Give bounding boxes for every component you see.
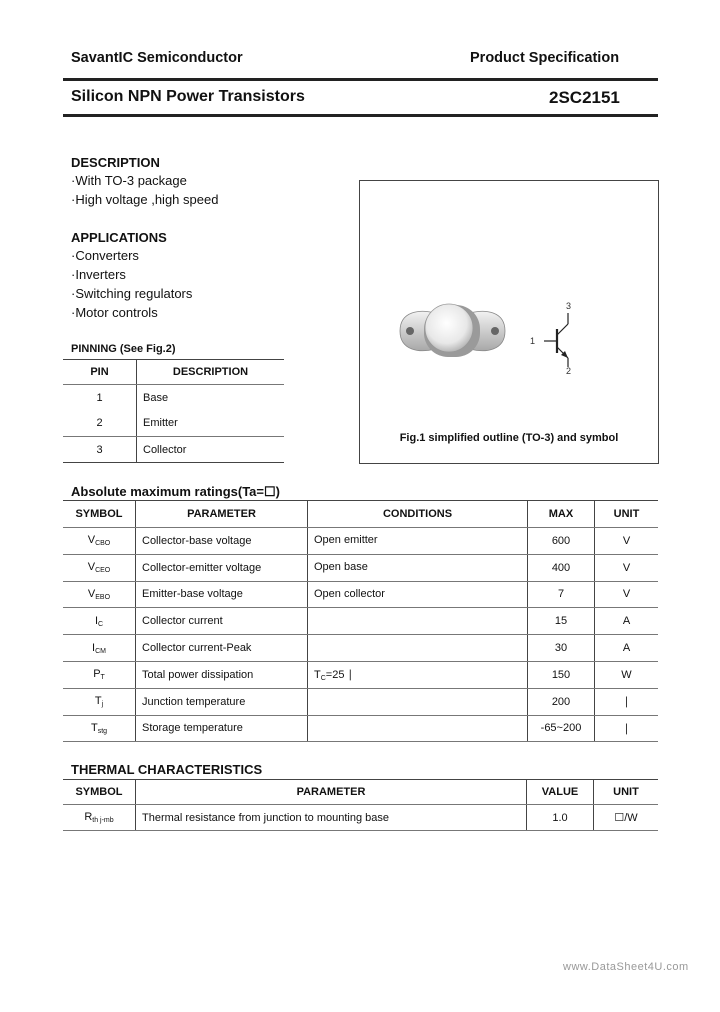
thermal-col-value: VALUE [527, 780, 594, 805]
product-title: Silicon NPN Power Transistors [71, 88, 305, 105]
symbol-pin-1-label: 1 [530, 336, 536, 346]
part-number: 2SC2151 [549, 88, 620, 107]
symbol-subscript: CBO [95, 540, 111, 548]
symbol-cell [63, 661, 136, 688]
max-cell: 600 [528, 528, 595, 555]
figure-caption: Fig.1 simplified outline (TO-3) and symbol [399, 432, 619, 444]
abs-max-row [63, 554, 658, 581]
unit-cell: V [595, 528, 659, 555]
parameter-cell: Junction temperature [136, 688, 308, 715]
max-cell: -65~200 [528, 715, 595, 742]
col-conditions: CONDITIONS [308, 501, 528, 528]
conditions-text: Open collector [314, 587, 385, 600]
parameter-cell: Emitter-base voltage [136, 581, 308, 608]
symbol-pin-2-label: 2 [566, 366, 572, 376]
description-heading: DESCRIPTION [71, 155, 160, 170]
thermal-heading: THERMAL CHARACTERISTICS [71, 762, 263, 777]
unit-cell: A [595, 635, 659, 662]
symbol-pin-3-label: 3 [566, 301, 572, 311]
symbol-cell [63, 608, 136, 635]
col-symbol: SYMBOL [63, 501, 136, 528]
parameter-cell: Collector current [136, 608, 308, 635]
mounting-hole-left [406, 327, 414, 335]
conditions-cell [308, 715, 528, 742]
symbol-subscript: j [101, 701, 104, 709]
symbol-letter: I [92, 641, 96, 654]
symbol-subscript: C [98, 620, 104, 628]
pinning-header-description: DESCRIPTION [137, 360, 285, 385]
thermal-col-symbol: SYMBOL [63, 780, 136, 805]
parameter-cell: Collector current-Peak [136, 635, 308, 662]
thermal-row [63, 805, 658, 831]
parameter-cell: Thermal resistance from junction to mounting base [136, 805, 527, 831]
conditions-cell [308, 581, 528, 608]
symbol-cell [63, 688, 136, 715]
symbol-letter: P [93, 668, 101, 681]
value-cell: 1.0 [527, 805, 594, 831]
description-item: ·With TO-3 package [71, 173, 187, 188]
conditions-cell [308, 554, 528, 581]
figure-box [359, 180, 659, 464]
conditions-text: T [314, 668, 321, 681]
parameter-cell: Collector-base voltage [136, 528, 308, 555]
max-cell: 200 [528, 688, 595, 715]
conditions-text: Open base [314, 561, 368, 574]
unit-cell: ∣ [595, 688, 659, 715]
abs-max-row [63, 715, 658, 742]
abs-max-header-row [63, 501, 658, 528]
abs-max-row [63, 688, 658, 715]
symbol-cell [63, 635, 136, 662]
symbol-cell [63, 715, 136, 742]
application-item: ·Converters [71, 248, 139, 263]
max-cell: 150 [528, 661, 595, 688]
thermal-col-parameter: PARAMETER [136, 780, 527, 805]
conditions-rest: =25 ∣ [325, 668, 354, 681]
header-rule-bottom [63, 114, 658, 117]
doc-type: Product Specification [470, 50, 620, 66]
symbol-letter: V [87, 587, 96, 600]
thermal-header-row [63, 780, 658, 805]
pin-description: Emitter [137, 411, 285, 437]
pinning-header-row [63, 360, 284, 385]
symbol-letter: V [87, 534, 96, 547]
conditions-subscript: C [320, 674, 326, 682]
pinning-heading: PINNING (See Fig.2) [71, 343, 176, 355]
max-cell: 30 [528, 635, 595, 662]
symbol-letter: T [94, 695, 102, 708]
max-cell: 15 [528, 608, 595, 635]
applications-list [71, 246, 192, 322]
parameter-cell: Total power dissipation [136, 661, 308, 688]
pin-description: Collector [143, 443, 187, 456]
application-item: ·Switching regulators [71, 286, 193, 301]
pinning-row [63, 385, 284, 411]
col-max: MAX [528, 501, 595, 528]
symbol-cell [63, 581, 136, 608]
watermark: www.DataSheet4U.com [563, 961, 689, 973]
pinning-table [63, 359, 284, 463]
symbol-letter: T [90, 721, 98, 734]
thermal-col-unit: UNIT [594, 780, 659, 805]
abs-max-row [63, 528, 658, 555]
symbol-subscript: CM [95, 647, 106, 655]
thermal-table [63, 779, 658, 831]
pinning-row [63, 411, 284, 437]
unit-cell: ☐/W [594, 805, 659, 831]
unit-cell: A [595, 608, 659, 635]
header-rule-top [63, 78, 658, 81]
symbol-letter: V [87, 561, 96, 574]
col-parameter: PARAMETER [136, 501, 308, 528]
abs-max-heading: Absolute maximum ratings(Ta=☐) [71, 484, 280, 499]
symbol-subscript: th j-mb [92, 817, 114, 824]
abs-max-table [63, 500, 658, 742]
max-cell: 400 [528, 554, 595, 581]
unit-cell: ∣ [595, 715, 659, 742]
max-cell: 7 [528, 581, 595, 608]
pin-description: Base [143, 391, 169, 404]
abs-max-row [63, 661, 658, 688]
parameter-cell: Storage temperature [136, 715, 308, 742]
conditions-cell [308, 661, 528, 688]
applications-heading: APPLICATIONS [71, 230, 167, 245]
application-item: ·Inverters [71, 267, 126, 282]
symbol-subscript: stg [97, 727, 108, 735]
mounting-hole-right [491, 327, 499, 335]
pin-number: 1 [63, 385, 137, 411]
pinning-header-pin: PIN [63, 360, 137, 385]
package-cap [425, 304, 473, 352]
conditions-text: Open emitter [314, 534, 378, 547]
description-list [71, 171, 218, 209]
conditions-cell [308, 635, 528, 662]
abs-max-row [63, 608, 658, 635]
symbol-cell [63, 528, 136, 555]
conditions-cell [308, 608, 528, 635]
conditions-cell [308, 528, 528, 555]
parameter-cell: Collector-emitter voltage [136, 554, 308, 581]
symbol-letter: R [84, 811, 93, 823]
to3-package-illustration [360, 181, 658, 463]
symbol-letter: I [94, 614, 98, 627]
symbol-subscript: T [100, 674, 105, 682]
unit-cell: V [595, 581, 659, 608]
company-name: SavantIC Semiconductor [71, 50, 243, 66]
abs-max-row [63, 635, 658, 662]
conditions-cell [308, 688, 528, 715]
unit-cell: V [595, 554, 659, 581]
col-unit: UNIT [595, 501, 659, 528]
abs-max-row [63, 581, 658, 608]
symbol-cell [63, 554, 136, 581]
symbol-cell [63, 805, 136, 831]
npn-symbol [544, 313, 568, 367]
symbol-subscript: EBO [95, 593, 111, 601]
pin-number: 2 [63, 411, 137, 437]
application-item: ·Motor controls [71, 305, 158, 320]
pin-number: 3 [63, 437, 137, 463]
pinning-row [63, 437, 284, 463]
description-item: ·High voltage ,high speed [71, 192, 219, 207]
symbol-subscript: CEO [95, 567, 111, 575]
unit-cell: W [595, 661, 659, 688]
